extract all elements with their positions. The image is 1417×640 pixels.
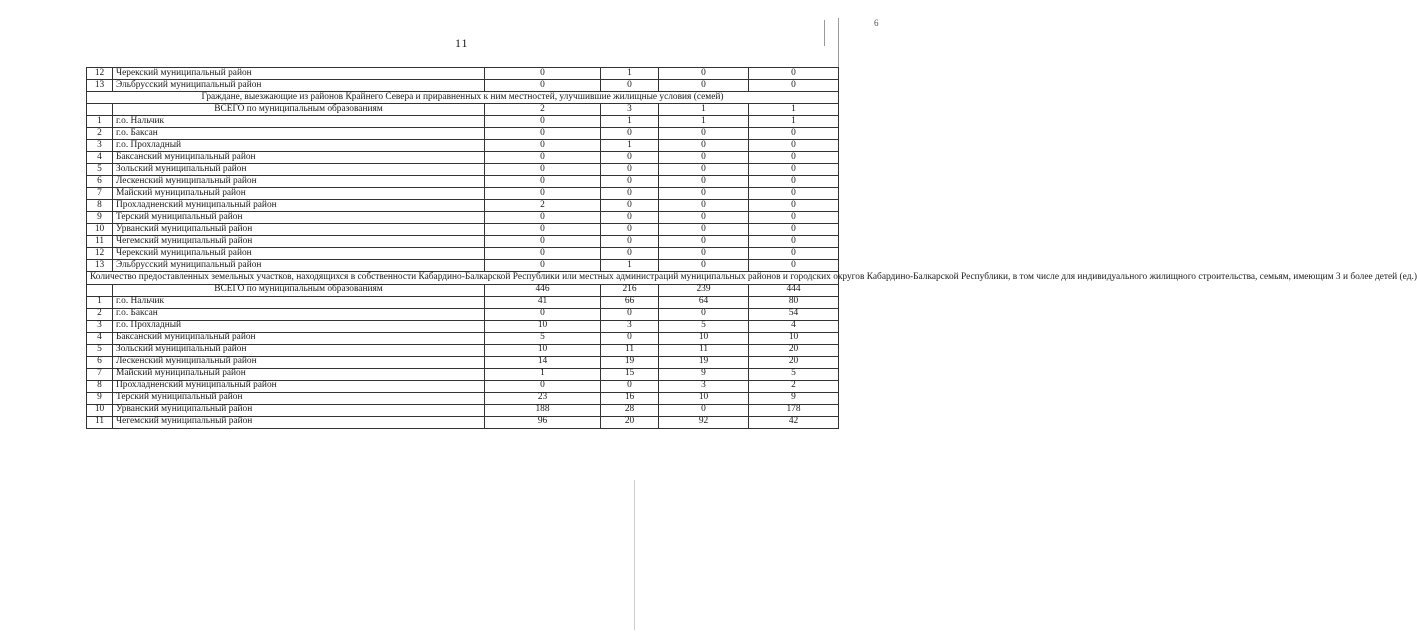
table-row (87, 128, 839, 140)
value-cell: 0 (601, 176, 659, 188)
value-cell: 0 (749, 140, 839, 152)
value-cell: 0 (749, 164, 839, 176)
value-cell: 20 (749, 344, 839, 356)
value-cell: 0 (659, 200, 749, 212)
value-cell: 10 (659, 332, 749, 344)
municipality-name: г.о. Баксан (113, 128, 485, 140)
page-number: 11 (455, 36, 469, 50)
value-cell: 0 (749, 80, 839, 92)
table-row (87, 380, 839, 392)
value-cell: 0 (749, 260, 839, 272)
value-cell: 0 (659, 128, 749, 140)
value-cell: 1 (485, 368, 601, 380)
row-number: 13 (87, 80, 113, 92)
municipality-name: Черекский муниципальный район (113, 248, 485, 260)
value-cell: 0 (659, 248, 749, 260)
table-row (87, 116, 839, 128)
value-cell: 0 (485, 308, 601, 320)
section-header: Граждане, выезжающие из районов Крайнего Севера и приравненных к ним местностей, улучшившие жилищные условия (семей) (87, 92, 839, 104)
value-cell: 1 (659, 116, 749, 128)
value-cell: 0 (749, 152, 839, 164)
value-cell: 2 (749, 380, 839, 392)
value-cell: 0 (749, 236, 839, 248)
value-cell: 92 (659, 416, 749, 428)
table-row (87, 404, 839, 416)
value-cell: 3 (601, 104, 659, 116)
table-row (87, 296, 839, 308)
row-number: 13 (87, 260, 113, 272)
row-number: 7 (87, 188, 113, 200)
row-number: 12 (87, 248, 113, 260)
table-body (87, 67, 1417, 429)
municipality-name: Терский муниципальный район (113, 212, 485, 224)
value-cell: 0 (485, 380, 601, 392)
value-cell: 1 (601, 140, 659, 152)
total-label: ВСЕГО по муниципальным образованиям (113, 284, 485, 296)
value-cell: 0 (601, 236, 659, 248)
scan-fold-line (634, 480, 635, 630)
value-cell: 0 (485, 248, 601, 260)
value-cell: 66 (601, 296, 659, 308)
value-cell: 0 (601, 380, 659, 392)
row-number (87, 104, 113, 116)
row-number: 3 (87, 320, 113, 332)
municipality-name: г.о. Баксан (113, 308, 485, 320)
row-number: 2 (87, 308, 113, 320)
value-cell: 0 (659, 224, 749, 236)
municipality-name: г.о. Нальчик (113, 116, 485, 128)
municipality-name: Баксанский муниципальный район (113, 152, 485, 164)
table-row (87, 320, 839, 332)
value-cell: 28 (601, 404, 659, 416)
scan-margin-line (824, 20, 825, 46)
table-row (87, 332, 839, 344)
value-cell: 14 (485, 356, 601, 368)
row-number: 10 (87, 404, 113, 416)
row-number: 11 (87, 236, 113, 248)
municipality-name: Эльбрусский муниципальный район (113, 80, 485, 92)
table-row (87, 164, 839, 176)
value-cell: 15 (601, 368, 659, 380)
value-cell: 0 (659, 236, 749, 248)
municipality-name: Лескенский муниципальный район (113, 176, 485, 188)
value-cell: 64 (659, 296, 749, 308)
value-cell: 0 (659, 152, 749, 164)
table-row (87, 416, 839, 428)
value-cell: 0 (749, 224, 839, 236)
value-cell: 216 (601, 284, 659, 296)
value-cell: 0 (485, 140, 601, 152)
value-cell: 1 (749, 104, 839, 116)
value-cell: 11 (659, 344, 749, 356)
row-number: 5 (87, 164, 113, 176)
municipality-name: Майский муниципальный район (113, 188, 485, 200)
table-row (87, 140, 839, 152)
value-cell: 42 (749, 416, 839, 428)
municipality-name: Майский муниципальный район (113, 368, 485, 380)
value-cell: 2 (485, 104, 601, 116)
row-number: 1 (87, 116, 113, 128)
value-cell: 0 (749, 68, 839, 80)
value-cell: 11 (601, 344, 659, 356)
row-number: 8 (87, 200, 113, 212)
value-cell: 0 (659, 80, 749, 92)
value-cell: 54 (749, 308, 839, 320)
section-header-row (87, 92, 839, 104)
value-cell: 0 (749, 200, 839, 212)
row-number: 5 (87, 344, 113, 356)
value-cell: 0 (659, 404, 749, 416)
value-cell: 10 (485, 320, 601, 332)
value-cell: 96 (485, 416, 601, 428)
value-cell: 2 (485, 200, 601, 212)
municipality-name: Черекский муниципальный район (113, 68, 485, 80)
table-row (87, 356, 839, 368)
table-row (87, 68, 839, 80)
table-row (87, 344, 839, 356)
municipality-name: г.о. Прохладный (113, 140, 485, 152)
row-number: 10 (87, 224, 113, 236)
value-cell: 16 (601, 392, 659, 404)
value-cell: 0 (601, 128, 659, 140)
value-cell: 1 (601, 68, 659, 80)
municipality-name: Чегемский муниципальный район (113, 236, 485, 248)
table-row (87, 212, 839, 224)
table-row (87, 200, 839, 212)
value-cell: 0 (749, 176, 839, 188)
table-row (87, 368, 839, 380)
value-cell: 41 (485, 296, 601, 308)
data-table (86, 67, 1417, 429)
municipality-name: Прохладненский муниципальный район (113, 200, 485, 212)
table-row (87, 152, 839, 164)
row-number: 6 (87, 356, 113, 368)
table-row (87, 176, 839, 188)
value-cell: 0 (659, 308, 749, 320)
row-number: 2 (87, 128, 113, 140)
value-cell: 0 (601, 164, 659, 176)
table-row (87, 188, 839, 200)
value-cell: 0 (659, 176, 749, 188)
municipality-name: г.о. Прохладный (113, 320, 485, 332)
value-cell: 0 (485, 152, 601, 164)
value-cell: 1 (601, 260, 659, 272)
value-cell: 20 (749, 356, 839, 368)
value-cell: 0 (485, 80, 601, 92)
row-number: 7 (87, 368, 113, 380)
municipality-name: Зольский муниципальный район (113, 344, 485, 356)
table-row (87, 248, 839, 260)
table-row (87, 80, 839, 92)
value-cell: 5 (485, 332, 601, 344)
value-cell: 178 (749, 404, 839, 416)
value-cell: 446 (485, 284, 601, 296)
value-cell: 0 (485, 236, 601, 248)
table-row (87, 236, 839, 248)
value-cell: 0 (749, 248, 839, 260)
value-cell: 0 (485, 68, 601, 80)
value-cell: 0 (749, 188, 839, 200)
row-number: 4 (87, 152, 113, 164)
row-number: 3 (87, 140, 113, 152)
value-cell: 5 (749, 368, 839, 380)
row-number (87, 284, 113, 296)
row-number: 12 (87, 68, 113, 80)
municipality-name: Урванский муниципальный район (113, 224, 485, 236)
value-cell: 19 (601, 356, 659, 368)
value-cell: 239 (659, 284, 749, 296)
value-cell: 0 (659, 164, 749, 176)
municipality-name: Урванский муниципальный район (113, 404, 485, 416)
table-row (87, 260, 839, 272)
value-cell: 9 (749, 392, 839, 404)
value-cell: 3 (659, 380, 749, 392)
municipality-name: Лескенский муниципальный район (113, 356, 485, 368)
total-row (87, 104, 839, 116)
value-cell: 19 (659, 356, 749, 368)
row-number: 9 (87, 392, 113, 404)
section-header: Количество предоставленных земельных участков, находящихся в собственности Кабардино-Балкарской Республики или местных администраций муниципальных районов и городских округов Кабардино-Балкарской Республики, в том числе для индивидуального жилищного строительства, семьям, имеющим 3 и более детей (ед.) (87, 272, 839, 284)
value-cell: 4 (749, 320, 839, 332)
value-cell: 23 (485, 392, 601, 404)
municipality-name: Терский муниципальный район (113, 392, 485, 404)
value-cell: 0 (485, 212, 601, 224)
value-cell: 0 (601, 152, 659, 164)
value-cell: 0 (749, 212, 839, 224)
value-cell: 0 (601, 200, 659, 212)
value-cell: 0 (485, 188, 601, 200)
row-number: 9 (87, 212, 113, 224)
municipality-name: г.о. Нальчик (113, 296, 485, 308)
value-cell: 10 (659, 392, 749, 404)
value-cell: 10 (485, 344, 601, 356)
value-cell: 0 (659, 212, 749, 224)
row-number: 4 (87, 332, 113, 344)
total-label: ВСЕГО по муниципальным образованиям (113, 104, 485, 116)
value-cell: 0 (485, 176, 601, 188)
value-cell: 5 (659, 320, 749, 332)
value-cell: 0 (485, 116, 601, 128)
table-row (87, 224, 839, 236)
value-cell: 0 (601, 212, 659, 224)
municipality-name: Эльбрусский муниципальный район (113, 260, 485, 272)
value-cell: 0 (485, 164, 601, 176)
value-cell: 0 (601, 248, 659, 260)
value-cell: 0 (485, 224, 601, 236)
value-cell: 0 (601, 332, 659, 344)
value-cell: 0 (601, 224, 659, 236)
row-number: 6 (87, 176, 113, 188)
municipality-name: Зольский муниципальный район (113, 164, 485, 176)
value-cell: 444 (749, 284, 839, 296)
value-cell: 1 (749, 116, 839, 128)
scan-mark: 6 (874, 18, 879, 28)
value-cell: 1 (659, 104, 749, 116)
municipality-name: Чегемский муниципальный район (113, 416, 485, 428)
table-row (87, 308, 839, 320)
value-cell: 10 (749, 332, 839, 344)
value-cell: 0 (659, 140, 749, 152)
value-cell: 0 (485, 128, 601, 140)
value-cell: 0 (485, 260, 601, 272)
municipality-name: Прохладненский муниципальный район (113, 380, 485, 392)
table-row (87, 392, 839, 404)
value-cell: 0 (601, 188, 659, 200)
municipality-name: Баксанский муниципальный район (113, 332, 485, 344)
value-cell: 0 (601, 80, 659, 92)
row-number: 11 (87, 416, 113, 428)
row-number: 8 (87, 380, 113, 392)
value-cell: 1 (601, 116, 659, 128)
value-cell: 0 (601, 308, 659, 320)
value-cell: 0 (659, 260, 749, 272)
value-cell: 20 (601, 416, 659, 428)
row-number: 1 (87, 296, 113, 308)
value-cell: 0 (659, 188, 749, 200)
value-cell: 0 (749, 128, 839, 140)
section-header-row (87, 272, 839, 284)
total-row (87, 284, 839, 296)
value-cell: 80 (749, 296, 839, 308)
value-cell: 3 (601, 320, 659, 332)
value-cell: 188 (485, 404, 601, 416)
value-cell: 0 (659, 68, 749, 80)
value-cell: 9 (659, 368, 749, 380)
